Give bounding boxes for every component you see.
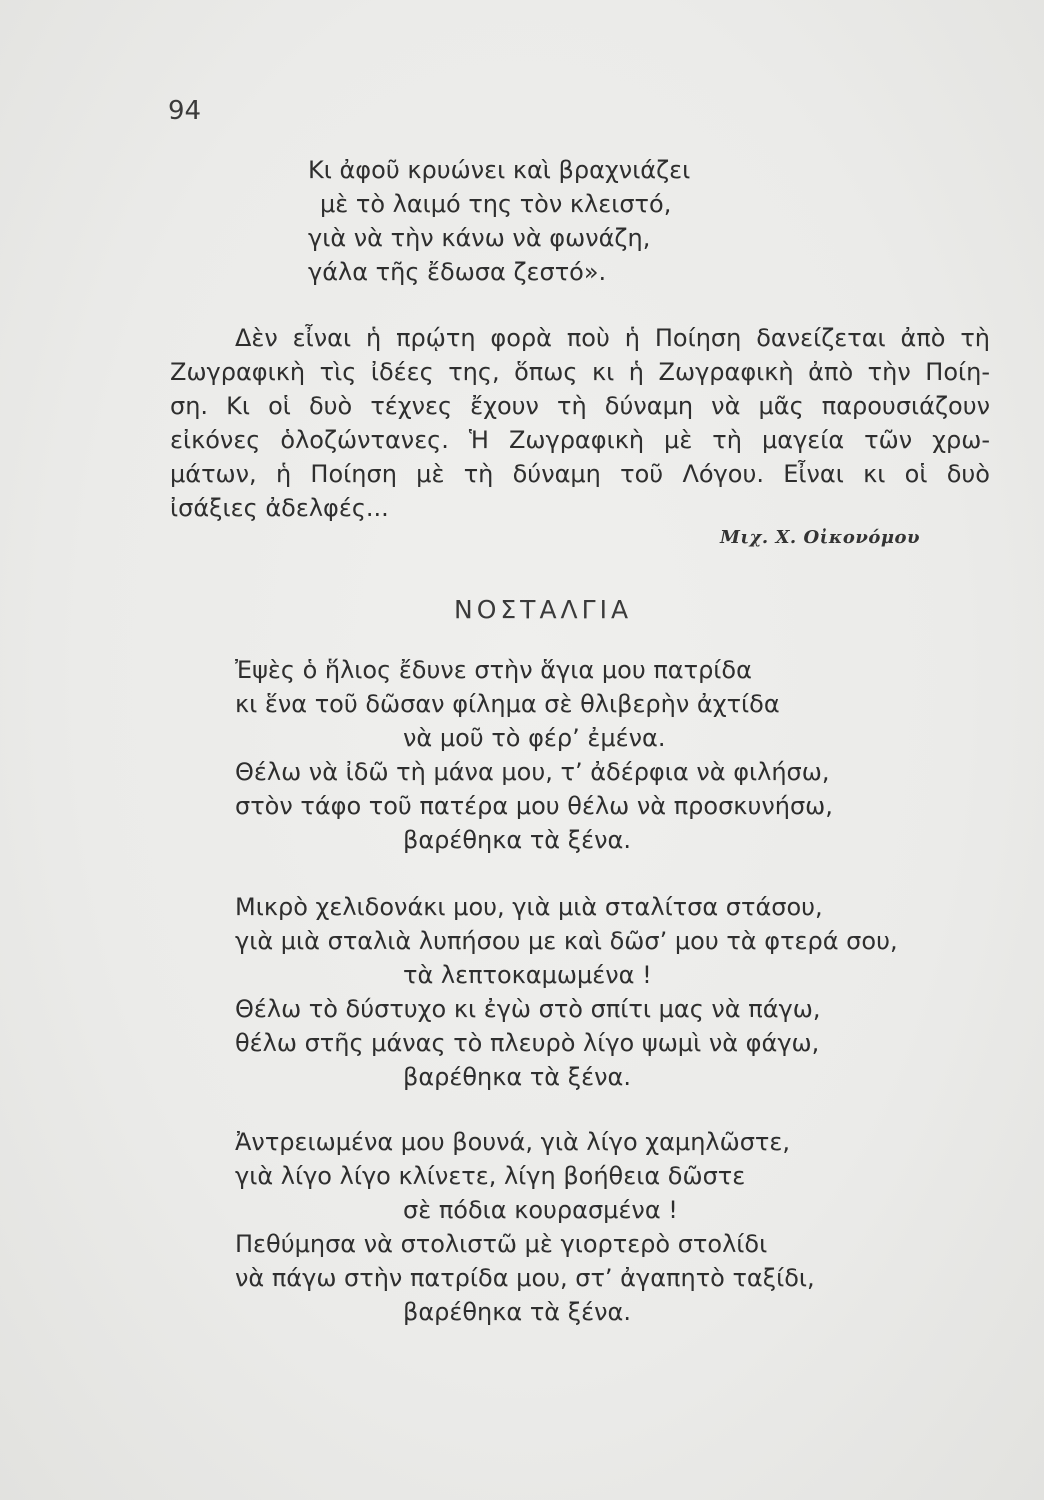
paragraph-line: ἰσάξιες ἀδελφές... [170, 494, 389, 522]
commentary-paragraph [170, 321, 990, 525]
refrain-line: νὰ μοῦ τὸ φέρ’ ἐμένα. [403, 724, 666, 752]
author-signature: Μιχ. Χ. Οἰκονόμου [719, 527, 920, 548]
verse-line: Θέλω νὰ ἰδῶ τὴ μάνα μου, τ’ ἀδέρφια νὰ φιλήσω, [235, 758, 830, 786]
poem-stanza [0, 653, 1044, 857]
verse-line: νὰ πάγω στὴν πατρίδα μου, στ’ ἀγαπητὸ ταξίδι, [235, 1264, 815, 1292]
verse-line: κι ἕνα τοῦ δῶσαν φίλημα σὲ θλιβερὴν ἀχτίδα [235, 690, 780, 718]
stanza-line: μὲ τὸ λαιμό της τὸν κλειστό, [320, 190, 672, 218]
verse-line: στὸν τάφο τοῦ πατέρα μου θέλω νὰ προσκυνήσω, [235, 792, 833, 820]
stanza-line: Κι ἀφοῦ κρυώνει καὶ βραχνιάζει [308, 156, 691, 184]
poem-stanza [0, 1125, 1044, 1329]
verse-line: Ἐψὲς ὁ ἥλιος ἔδυνε στὴν ἅγια μου πατρίδα [235, 656, 752, 684]
poem-title: ΝΟΣΤΑΛΓΙΑ [454, 595, 633, 624]
intro-stanza [0, 153, 1044, 289]
stanza-line: γάλα τῆς ἔδωσα ζεστό». [308, 258, 607, 286]
paragraph-line: εἰκόνες ὁλοζώντανες. Ἡ Ζωγραφικὴ μὲ τὴ μαγεία τῶν χρω- [170, 426, 990, 454]
refrain-line: βαρέθηκα τὰ ξένα. [403, 1063, 631, 1091]
refrain-line: βαρέθηκα τὰ ξένα. [403, 1298, 631, 1326]
verse-line: Ἀντρειωμένα μου βουνά, γιὰ λίγο χαμηλῶστε, [235, 1128, 790, 1156]
paragraph-line: μάτων, ἡ Ποίηση μὲ τὴ δύναμη τοῦ Λόγου. Εἶναι κι οἱ δυὸ [170, 460, 990, 488]
verse-line: Μικρὸ χελιδονάκι μου, γιὰ μιὰ σταλίτσα στάσου, [235, 893, 823, 921]
verse-line: Πεθύμησα νὰ στολιστῶ μὲ γιορτερὸ στολίδι [235, 1230, 768, 1258]
poem-stanza [0, 890, 1044, 1094]
refrain-line: βαρέθηκα τὰ ξένα. [403, 826, 631, 854]
stanza-line: γιὰ νὰ τὴν κάνω νὰ φωνάζη, [308, 224, 651, 252]
refrain-line: σὲ πόδια κουρασμένα ! [403, 1196, 678, 1224]
verse-line: Θέλω τὸ δύστυχο κι ἐγὼ στὸ σπίτι μας νὰ πάγω, [235, 995, 821, 1023]
verse-line: θέλω στῆς μάνας τὸ πλευρὸ λίγο ψωμὶ νὰ φάγω, [235, 1029, 820, 1057]
paragraph-line: ση. Κι οἱ δυὸ τέχνες ἔχουν τὴ δύναμη νὰ μᾶς παρουσιάζουν [170, 392, 990, 420]
refrain-line: τὰ λεπτοκαμωμένα ! [403, 961, 652, 989]
paragraph-line: Δὲν εἶναι ἡ πρῴτη φορὰ ποὺ ἡ Ποίηση δανείζεται ἀπὸ τὴ [235, 324, 990, 352]
verse-line: γιὰ μιὰ σταλιὰ λυπήσου με καὶ δῶσ’ μου τὰ φτερά σου, [235, 927, 898, 955]
verse-line: γιὰ λίγο λίγο κλίνετε, λίγη βοήθεια δῶστε [235, 1162, 746, 1190]
page-number: 94 [168, 96, 202, 126]
paragraph-line: Ζωγραφικὴ τὶς ἰδέες της, ὅπως κι ἡ Ζωγραφικὴ ἀπὸ τὴν Ποίη- [170, 358, 990, 386]
